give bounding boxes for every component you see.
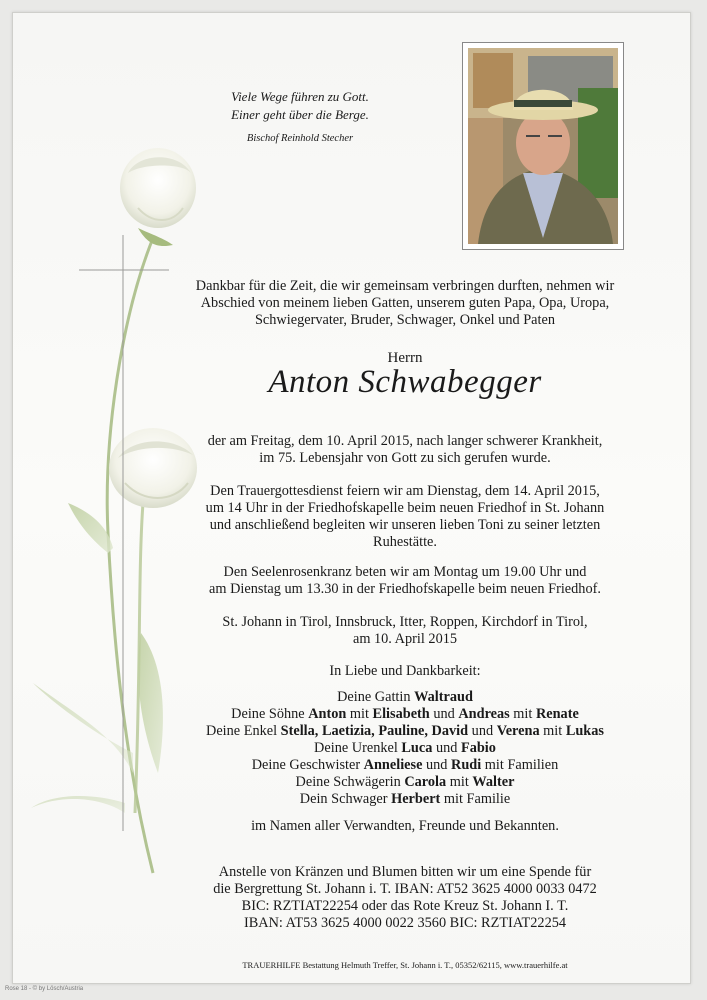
connector: mit — [539, 723, 566, 739]
service-line-2: um 14 Uhr in der Friedhofskapelle beim neuen Friedhof in St. Johann — [205, 500, 605, 516]
image-credit: Rose 18 - © by Lösch/Austria — [5, 986, 84, 992]
sibling-2: Rudi — [451, 757, 482, 773]
intro-line-2: Abschied von meinem lieben Gatten, unserem guten Papa, Opa, Uropa, — [200, 295, 610, 311]
grandchild-last-name: Verena — [496, 723, 540, 739]
quote-line-2: Einer geht über die Berge. — [231, 107, 369, 122]
service-notice — [170, 483, 640, 551]
sister-in-law-name: Carola — [404, 774, 447, 790]
connector: mit — [446, 774, 473, 790]
death-line-1: der am Freitag, dem 10. April 2015, nach langer schwerer Krankheit, — [207, 433, 603, 449]
family-brother-in-law — [170, 791, 640, 808]
family-siblings — [170, 757, 640, 774]
grandchild-partner-name: Lukas — [565, 723, 604, 739]
family-sister-in-law — [170, 774, 640, 791]
donation-line-2: die Bergrettung St. Johann i. T. IBAN: AT52 3625 4000 0033 0472 — [213, 881, 597, 897]
deceased-name: Anton Schwabegger — [268, 364, 542, 400]
connector: und — [422, 757, 452, 773]
sibling-1: Anneliese — [363, 757, 423, 773]
portrait-photo — [468, 48, 618, 244]
family-wife — [170, 689, 640, 706]
service-line-4: Ruhestätte. — [373, 534, 437, 550]
siblings-suffix: mit Familien — [481, 757, 559, 773]
quote-line-1: Viele Wege führen zu Gott. — [231, 89, 369, 104]
rosary-line-1: Den Seelenrosenkranz beten wir am Montag um 19.00 Uhr und — [223, 564, 587, 580]
connector: und — [468, 723, 497, 739]
son2-name: Andreas — [458, 706, 510, 722]
donation-line-4: IBAN: AT53 3625 4000 0022 3560 BIC: RZTIAT22254 — [243, 915, 567, 931]
wife-name: Waltraud — [414, 689, 473, 705]
donation-line-3: BIC: RZTIAT22254 oder das Rote Kreuz St. Johann I. T. — [241, 898, 569, 914]
intro-line-1: Dankbar für die Zeit, die wir gemeinsam verbringen durften, nehmen wir — [195, 278, 615, 294]
son1-name: Anton — [308, 706, 347, 722]
grandchildren-names: Stella, Laetizia, Pauline, David — [280, 723, 469, 739]
sister-in-law-partner: Walter — [472, 774, 515, 790]
intro-line-3: Schwiegervater, Bruder, Schwager, Onkel und Paten — [254, 312, 555, 328]
family-list — [170, 689, 640, 808]
footer-brand: TRAUERHILFE — [242, 960, 301, 970]
family-sons — [170, 706, 640, 723]
donation-text — [170, 864, 640, 932]
service-line-3: und anschließend begleiten wir unseren lieben Toni zu seiner letzten — [209, 517, 601, 533]
sons-label: Deine Söhne — [231, 706, 309, 722]
place-line-1: St. Johann in Tirol, Innsbruck, Itter, Roppen, Kirchdorf in Tirol, — [222, 614, 588, 630]
son2-partner-name: Renate — [535, 706, 579, 722]
family-great-grandchildren — [170, 740, 640, 757]
relatives-text: im Namen aller Verwandten, Freunde und Bekannten. — [251, 818, 559, 834]
connector: mit — [346, 706, 373, 722]
sister-in-law-label: Deine Schwägerin — [295, 774, 405, 790]
great-grandchildren-label: Deine Urenkel — [314, 740, 402, 756]
great-grandchild-2: Fabio — [460, 740, 496, 756]
brother-in-law-name: Herbert — [391, 791, 441, 807]
place-date — [170, 614, 640, 648]
connector: und — [432, 740, 461, 756]
place-line-2: am 10. April 2015 — [352, 631, 458, 647]
connector: mit — [509, 706, 536, 722]
wife-label: Deine Gattin — [337, 689, 415, 705]
quote-author: Bischof Reinhold Stecher — [246, 133, 354, 144]
rosary-notice — [170, 564, 640, 598]
death-notice — [170, 433, 640, 467]
rosary-line-2: am Dienstag um 13.30 in der Friedhofskapelle beim neuen Friedhof. — [209, 581, 601, 597]
closing-text: In Liebe und Dankbarkeit: — [329, 663, 481, 679]
great-grandchild-1: Luca — [401, 740, 433, 756]
intro-text — [170, 278, 640, 329]
service-line-1: Den Trauergottesdienst feiern wir am Dienstag, dem 14. April 2015, — [210, 483, 600, 499]
siblings-label: Deine Geschwister — [251, 757, 364, 773]
brother-in-law-suffix: mit Familie — [440, 791, 511, 807]
family-grandchildren — [170, 723, 640, 740]
funeral-home-footer — [170, 960, 640, 970]
death-line-2: im 75. Lebensjahr von Gott zu sich gerufen wurde. — [259, 450, 551, 466]
donation-line-1: Anstelle von Kränzen und Blumen bitten wir um eine Spende für — [218, 864, 592, 880]
connector: und — [429, 706, 459, 722]
footer-details: Bestattung Helmuth Treffer, St. Johann i. T., 05352/62115, www.trauerhilfe.at — [300, 960, 568, 970]
son1-partner-name: Elisabeth — [372, 706, 430, 722]
grandchildren-label: Deine Enkel — [206, 723, 281, 739]
brother-in-law-label: Dein Schwager — [299, 791, 392, 807]
salutation: Herrn — [387, 350, 423, 366]
